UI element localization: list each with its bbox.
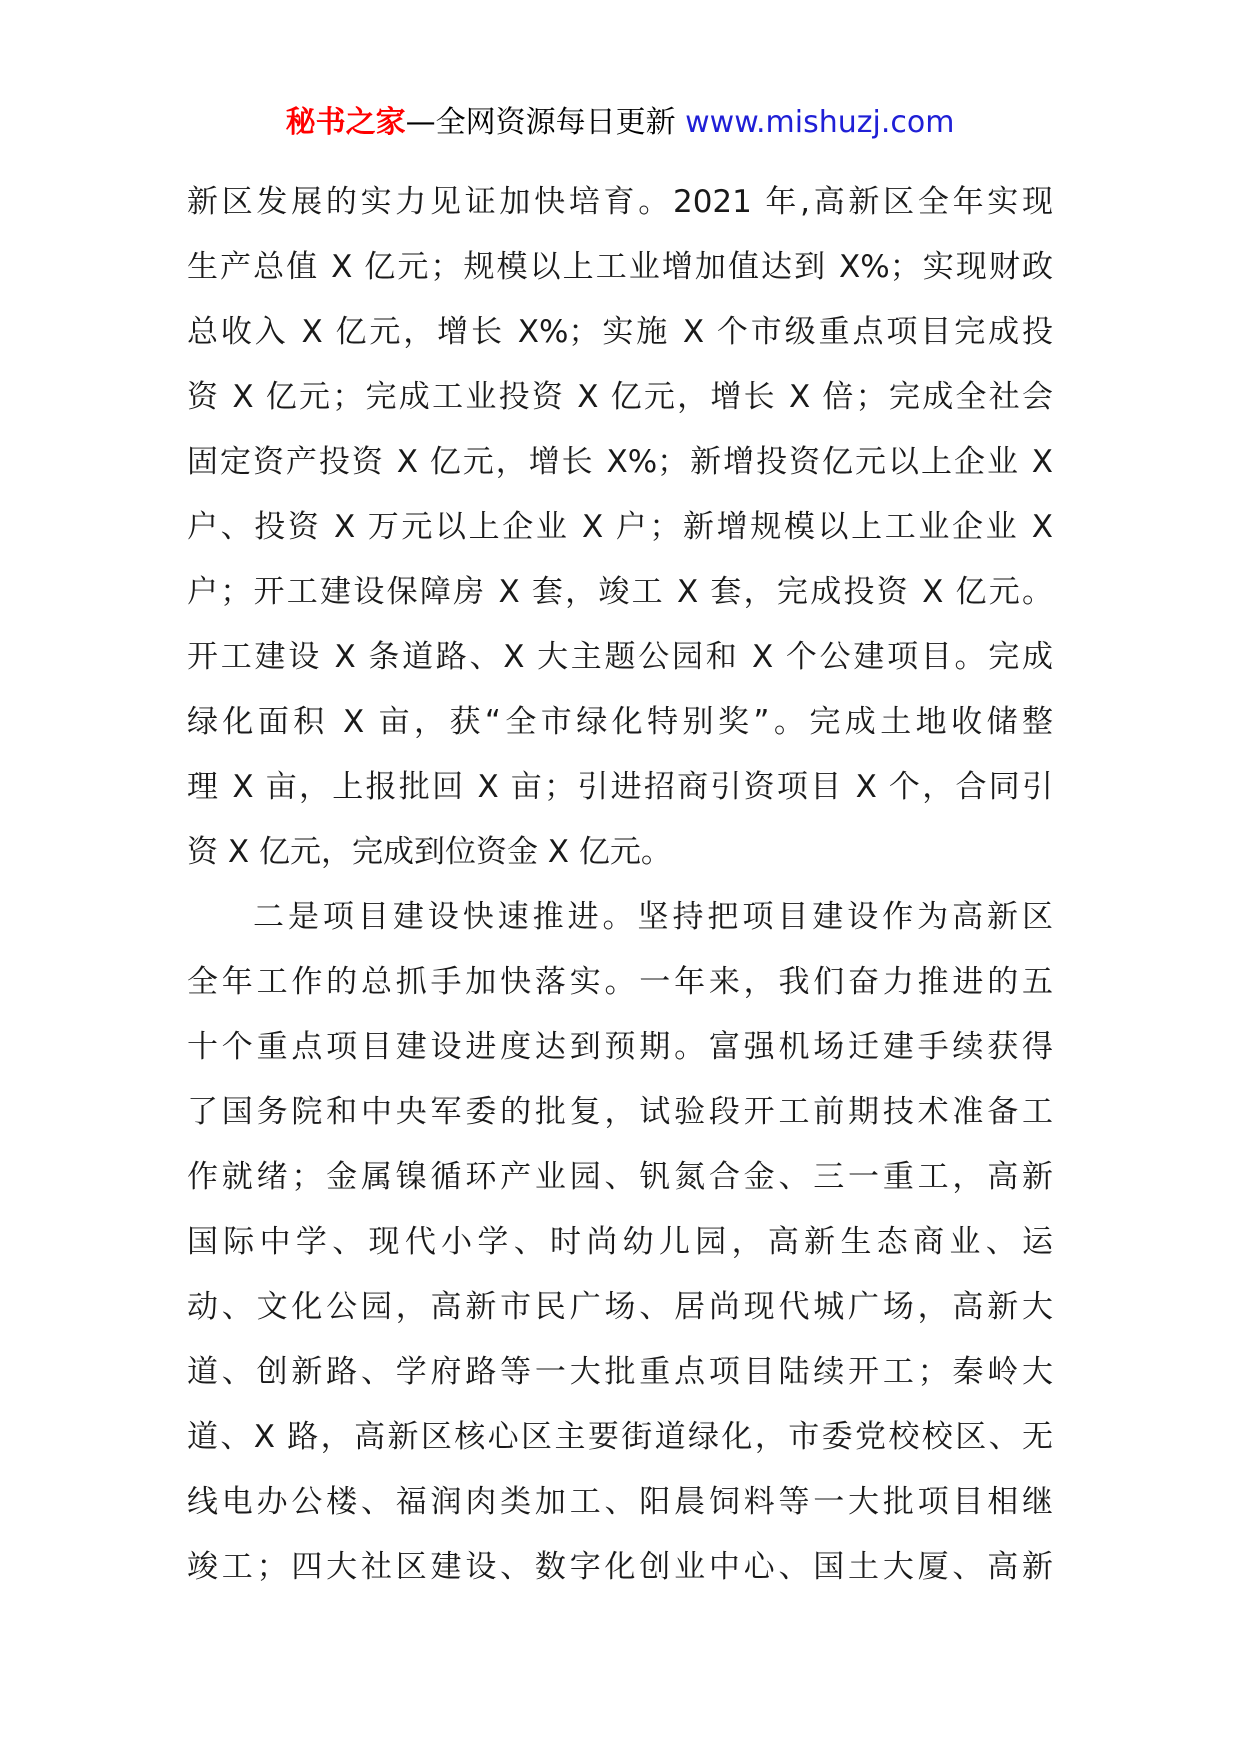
text-line: 理 X 亩，上报批回 X 亩；引进招商引资项目 X 个，合同引	[187, 769, 1053, 805]
text-line: 道、创新路、学府路等一大批重点项目陆续开工；秦岭大	[187, 1354, 1053, 1390]
text-line: 户、投资 X 万元以上企业 X 户；新增规模以上工业企业 X	[187, 509, 1053, 545]
text-line: 资 X 亿元；完成工业投资 X 亿元，增长 X 倍；完成全社会	[187, 379, 1053, 415]
text-line: 固定资产投资 X 亿元，增长 X%；新增投资亿元以上企业 X	[187, 444, 1053, 480]
text-line: 动、文化公园，高新市民广场、居尚现代城广场，高新大	[187, 1289, 1053, 1325]
text-line: 户；开工建设保障房 X 套，竣工 X 套，完成投资 X 亿元。	[187, 574, 1053, 610]
text-line: 生产总值 X 亿元；规模以上工业增加值达到 X%；实现财政	[187, 249, 1053, 285]
text-line: 绿化面积 X 亩，获“全市绿化特别奖”。完成土地收储整	[187, 704, 1053, 740]
text-line: 二是项目建设快速推进。坚持把项目建设作为高新区	[253, 899, 1053, 935]
text-line: 全年工作的总抓手加快落实。一年来，我们奋力推进的五	[187, 964, 1053, 1000]
document-body	[187, 170, 1053, 1600]
text-line: 线电办公楼、福润肉类加工、阳晨饲料等一大批项目相继	[187, 1484, 1053, 1520]
text-line: 竣工；四大社区建设、数字化创业中心、国土大厦、高新	[187, 1549, 1053, 1585]
text-line: 作就绪；金属镍循环产业园、钒氮合金、三一重工，高新	[187, 1159, 1053, 1195]
text-line: 资 X 亿元，完成到位资金 X 亿元。	[187, 834, 672, 870]
text-line: 国际中学、现代小学、时尚幼儿园，高新生态商业、运	[187, 1224, 1053, 1260]
text-line: 了国务院和中央军委的批复，试验段开工前期技术准备工	[187, 1094, 1053, 1130]
header-tagline: —全网资源每日更新	[405, 105, 676, 140]
header-brand: 秘书之家	[285, 105, 406, 140]
header-url-link[interactable]: www.mishuzj.com	[685, 105, 955, 140]
text-line: 总收入 X 亿元，增长 X%；实施 X 个市级重点项目完成投	[187, 314, 1053, 350]
page-header	[0, 103, 1240, 143]
paragraph-2	[187, 885, 1053, 1600]
paragraph-1	[187, 170, 1053, 885]
text-line: 道、X 路，高新区核心区主要街道绿化，市委党校校区、无	[187, 1419, 1053, 1455]
text-line: 新区发展的实力见证加快培育。2021 年,高新区全年实现	[187, 184, 1053, 220]
text-line: 开工建设 X 条道路、X 大主题公园和 X 个公建项目。完成	[187, 639, 1053, 675]
text-line: 十个重点项目建设进度达到预期。富强机场迁建手续获得	[187, 1029, 1053, 1065]
